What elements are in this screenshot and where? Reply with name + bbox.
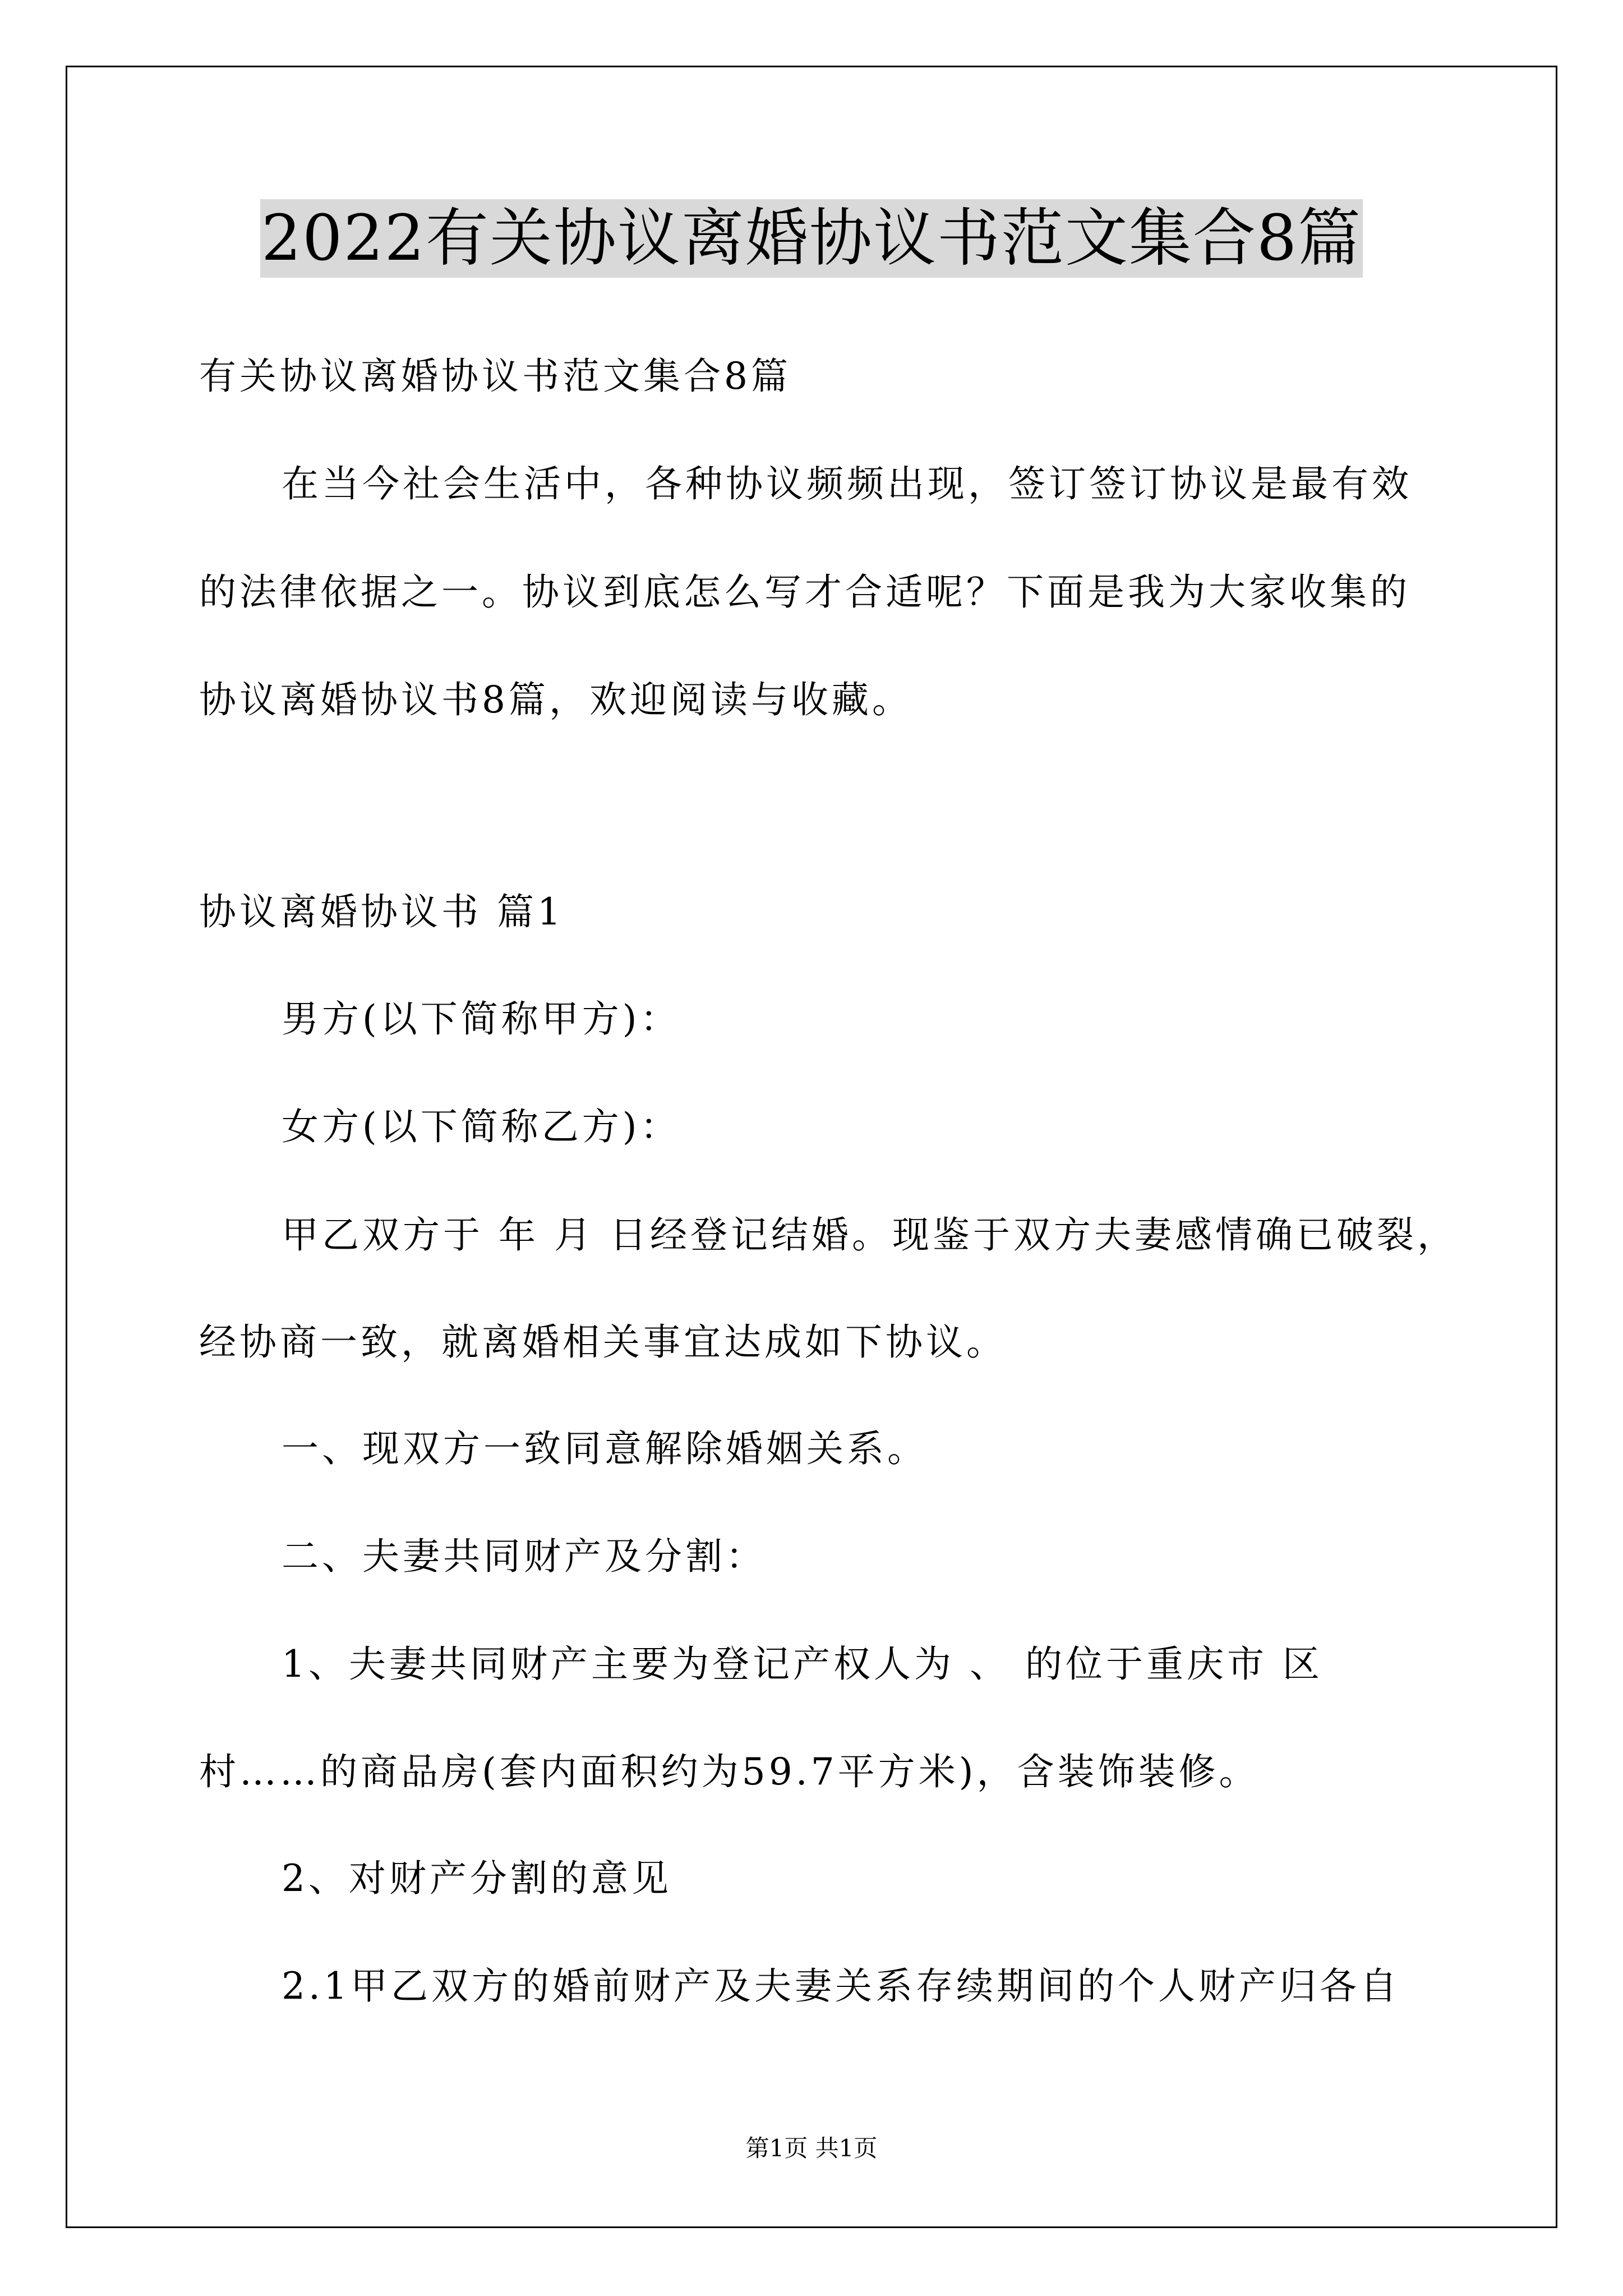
intro-line-1: 在当今社会生活中，各种协议频频出现，签订签订协议是最有效 xyxy=(282,462,1412,505)
page-footer: 第1页 共1页 xyxy=(745,2134,878,2162)
party-female-line: 女方(以下简称乙方)： xyxy=(282,1105,681,1148)
property-line-1: 1、夫妻共同财产主要为登记产权人为 、 的位于重庆市 区 xyxy=(282,1642,1323,1686)
property-line-2: 村……的商品房(套内面积约为59.7平方米)，含装饰装修。 xyxy=(199,1750,1260,1793)
clause-2-line: 二、夫妻共同财产及分割： xyxy=(282,1535,766,1578)
division-opinion-line: 2、对财产分割的意见 xyxy=(282,1857,672,1900)
clause-1-line: 一、现双方一致同意解除婚姻关系。 xyxy=(282,1427,928,1470)
marriage-statement-line-2: 经协商一致，就离婚相关事宜达成如下协议。 xyxy=(199,1320,1007,1364)
intro-line-2: 的法律依据之一。协议到底怎么写才合适呢？下面是我为大家收集的 xyxy=(199,570,1410,614)
document-title: 2022有关协议离婚协议书范文集合8篇 xyxy=(260,199,1363,278)
intro-line-3: 协议离婚协议书8篇，欢迎阅读与收藏。 xyxy=(199,678,912,721)
party-male-line: 男方(以下简称甲方)： xyxy=(282,997,681,1041)
division-clause-line: 2.1甲乙双方的婚前财产及夫妻关系存续期间的个人财产归各自 xyxy=(282,1964,1400,2008)
subtitle-line: 有关协议离婚协议书范文集合8篇 xyxy=(199,355,791,398)
section-heading: 协议离婚协议书 篇1 xyxy=(199,890,564,933)
title-container xyxy=(0,199,1623,278)
marriage-statement-line-1: 甲乙双方于 年 月 日经登记结婚。现鉴于双方夫妻感情确已破裂， xyxy=(282,1213,1458,1257)
